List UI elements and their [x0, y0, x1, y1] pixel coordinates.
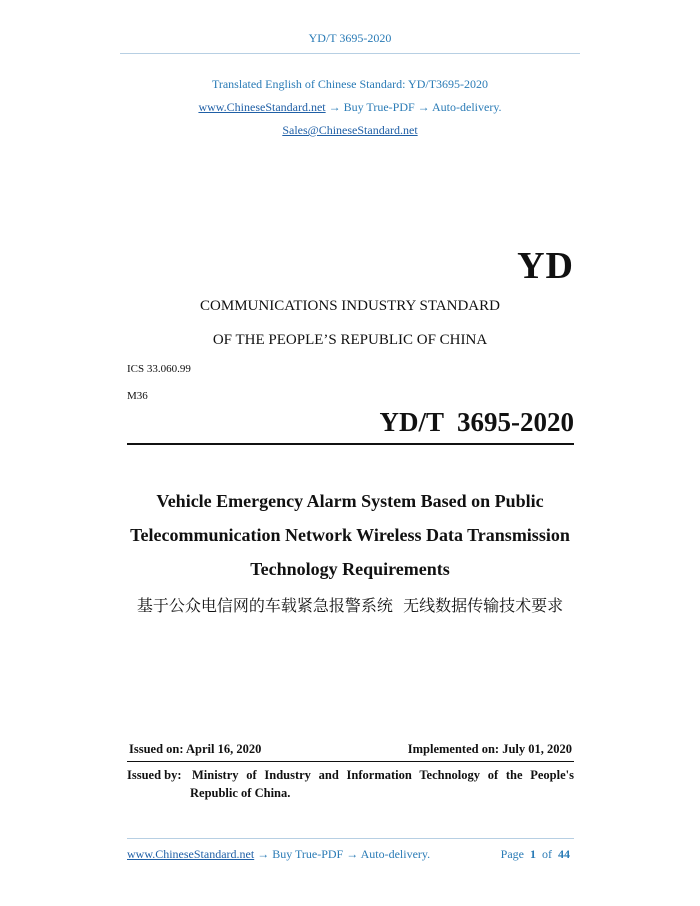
page-current: 1: [530, 847, 536, 861]
purchase-line: [0, 100, 700, 115]
email-link[interactable]: Sales@ChineseStandard.net: [282, 123, 418, 137]
translation-notice: Translated English of Chinese Standard: YD/T3695-2020: [211, 77, 489, 91]
running-header: YD/T 3695-2020: [308, 31, 392, 45]
auto-delivery-text: Auto-delivery.: [432, 100, 502, 114]
auto-delivery-text: Auto-delivery.: [360, 847, 431, 861]
dates-rule: [127, 761, 574, 762]
issued-on-date: Issued on: April 16, 2020: [129, 742, 262, 756]
page-indicator: [501, 847, 570, 862]
arrow-right-icon: →: [346, 847, 359, 861]
header-rule: [120, 53, 580, 54]
issued-by-line-2: Republic of China.: [190, 786, 291, 800]
ics-code: ICS 33.060.99: [127, 363, 191, 375]
standard-number: YD/T 3695-2020: [379, 407, 574, 437]
industry-line-2: OF THE PEOPLE’S REPUBLIC OF CHINA: [212, 332, 488, 348]
page-of: of: [542, 847, 552, 861]
page-label: Page: [500, 847, 524, 861]
yd-logo: YD: [517, 245, 574, 287]
issued-by-label: Issued by:: [127, 768, 182, 782]
footer-rule: [127, 838, 574, 839]
site-link[interactable]: www.ChineseStandard.net: [198, 100, 326, 114]
title-line-3: Technology Requirements: [250, 559, 450, 579]
footer-site-link[interactable]: www.ChineseStandard.net: [127, 847, 255, 861]
implemented-on-date: Implemented on: July 01, 2020: [407, 742, 572, 756]
ccs-code: M36: [127, 390, 148, 402]
title-line-1: Vehicle Emergency Alarm System Based on Public: [156, 491, 544, 511]
arrow-right-icon: →: [328, 100, 341, 114]
arrow-right-icon: →: [417, 100, 430, 114]
arrow-right-icon: →: [257, 847, 270, 861]
buy-true-pdf-text: Buy True-PDF: [272, 847, 344, 861]
industry-line-1: COMMUNICATIONS INDUSTRY STANDARD: [200, 298, 500, 314]
buy-true-pdf-text: Buy True-PDF: [343, 100, 415, 114]
standard-number-rule: [127, 443, 574, 445]
title-line-2: Telecommunication Network Wireless Data Transmission: [130, 525, 570, 545]
issued-by-line-1: Ministry of Industry and Information Technology of the People's: [192, 768, 574, 782]
email-line: [0, 123, 700, 138]
footer-purchase-line: [127, 847, 430, 862]
page-total: 44: [558, 847, 570, 861]
title-chinese: 基于公众电信网的车载紧急报警系统 无线数据传输技术要求: [136, 596, 564, 615]
